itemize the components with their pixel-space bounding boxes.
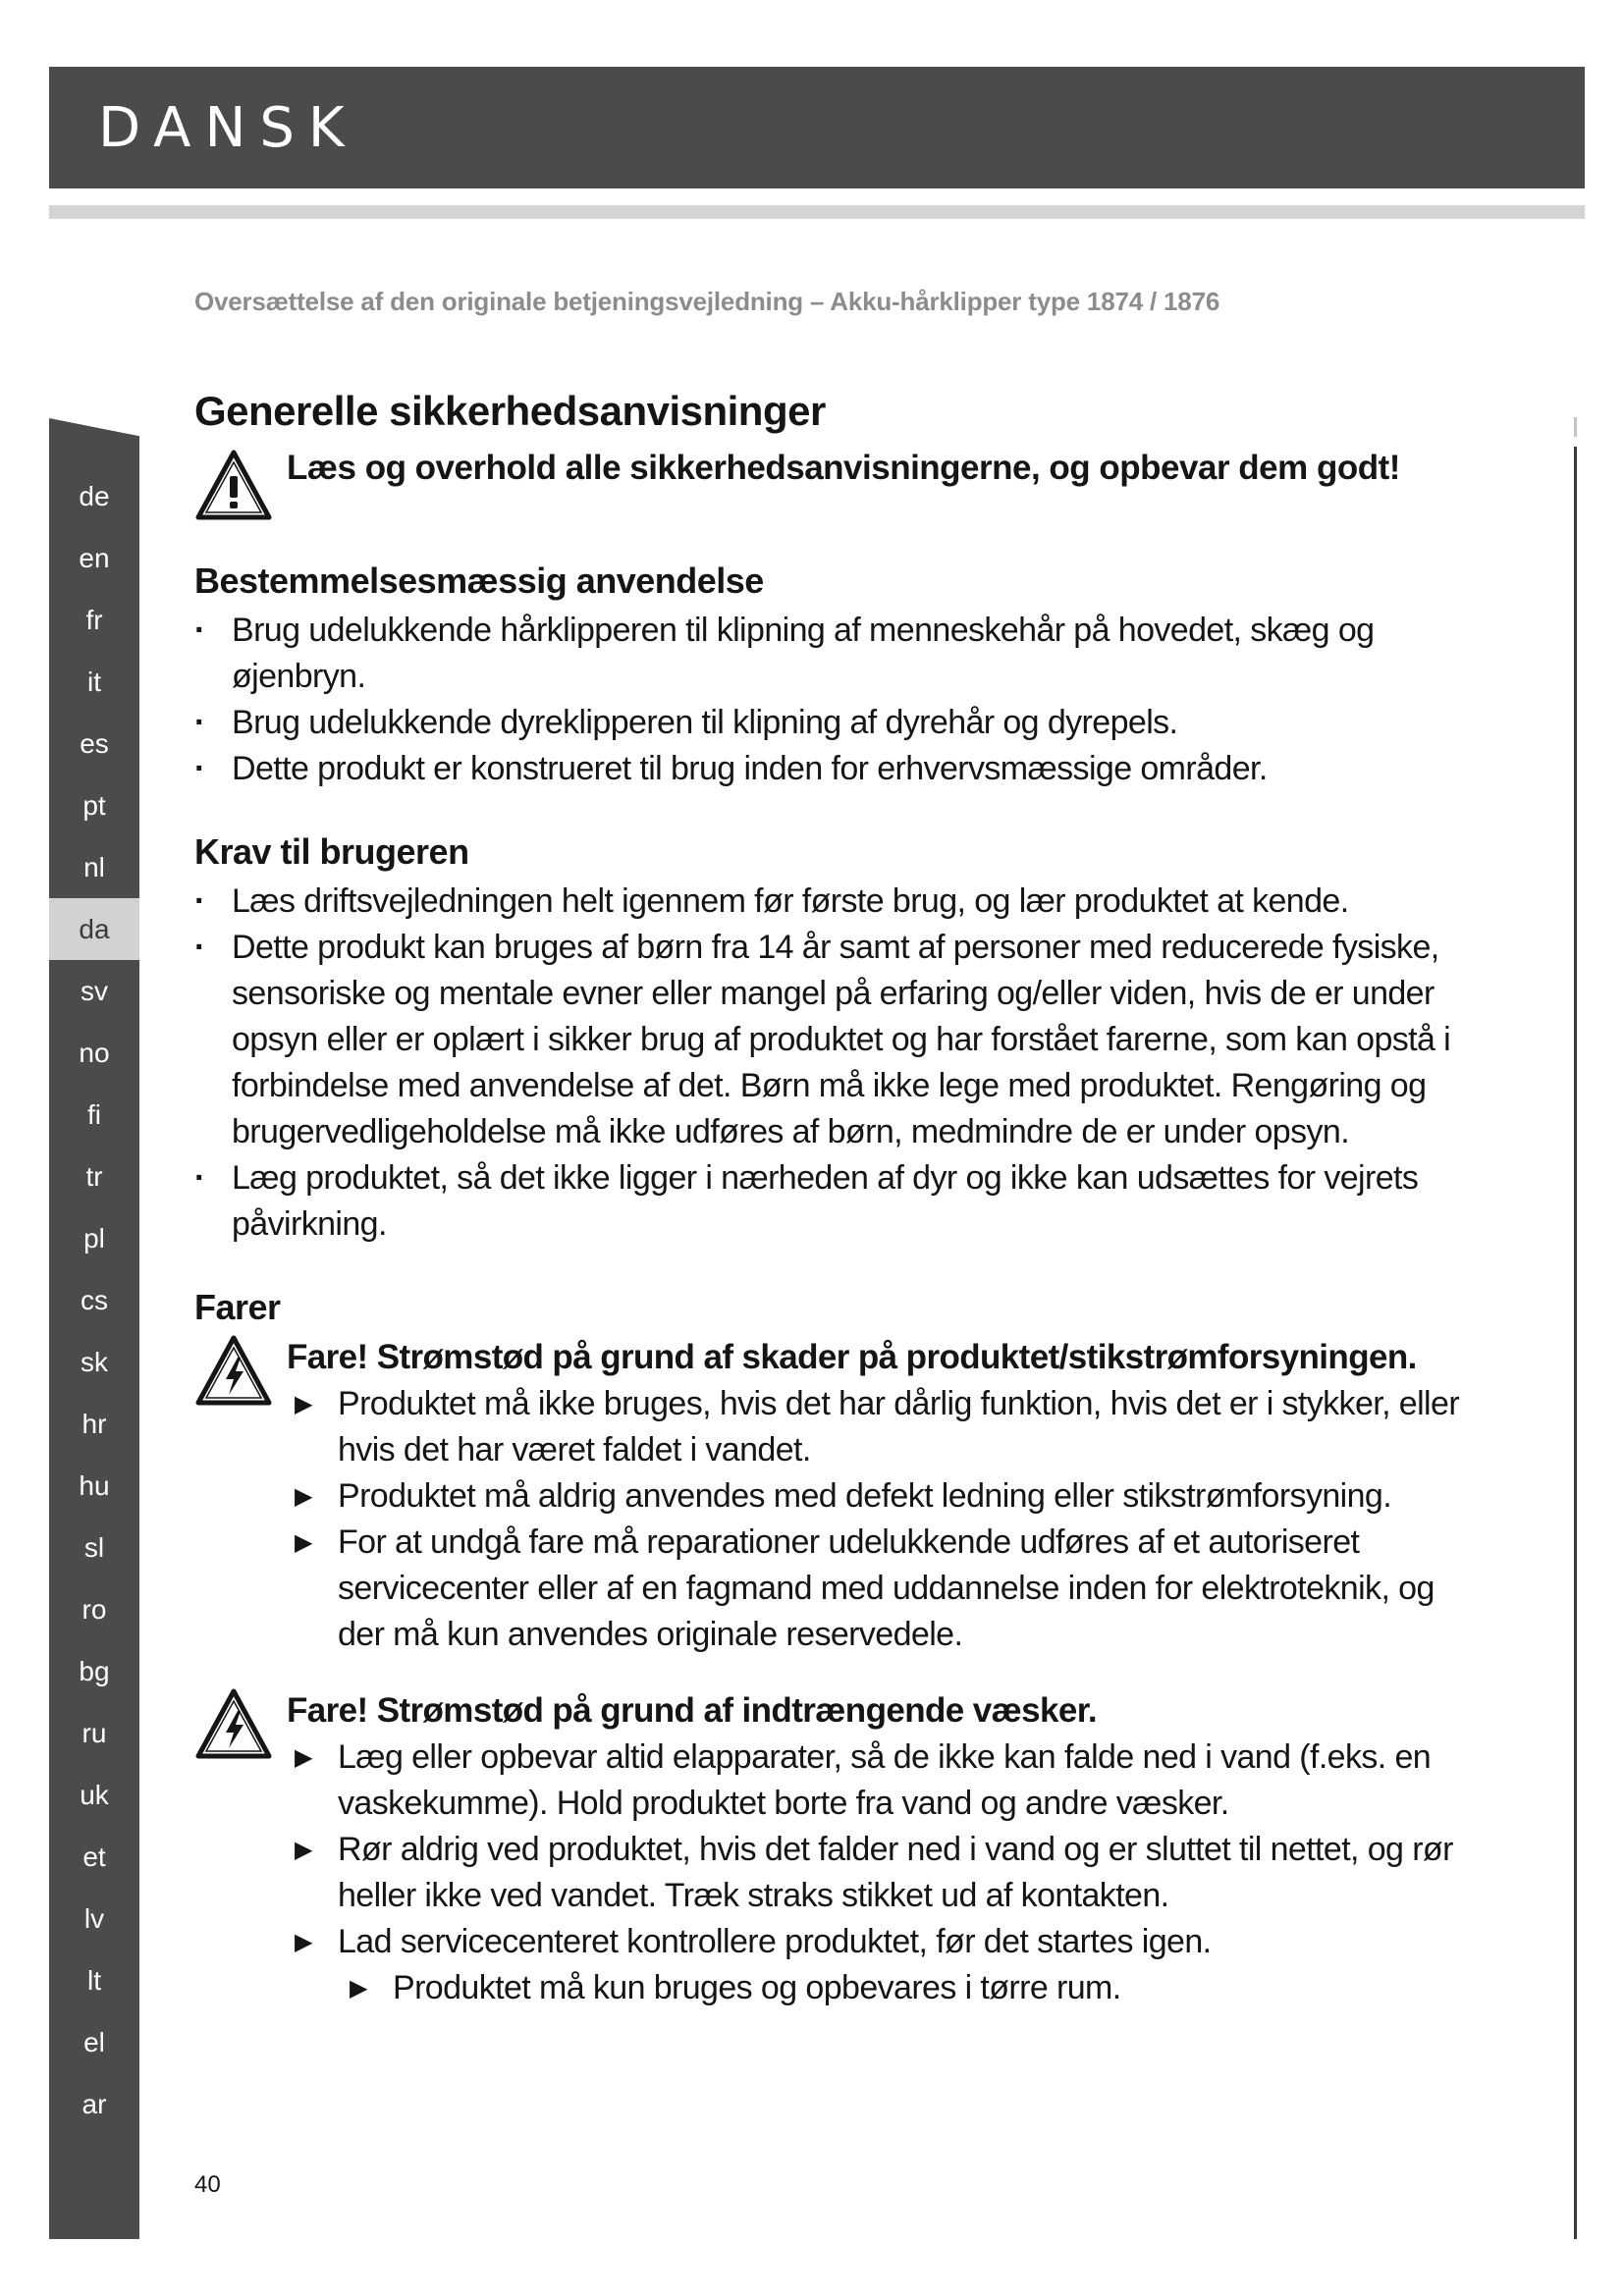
list-item: ▶ Læg eller opbevar altid elapparater, så de ikke kan falde ned i vand (f.eks. en vaskekumme). Hold produktet borte fra vand og andre væsker. (287, 1735, 1471, 1827)
list-item: · Brug udelukkende dyreklipperen til klipning af dyrehår og dyrepels. (194, 700, 1471, 746)
sidebar-language-el[interactable]: el (83, 2027, 105, 2057)
hazard-list (287, 1381, 1471, 1658)
sidebar-language-sv[interactable]: sv (81, 976, 108, 1006)
sidebar-language-bg[interactable]: bg (79, 1656, 110, 1686)
user-requirements-list (194, 879, 1471, 1248)
sidebar-language-es[interactable]: es (80, 728, 109, 759)
sidebar-language-sk[interactable]: sk (81, 1347, 108, 1377)
sidebar-language-uk[interactable]: uk (80, 1780, 109, 1810)
document-subtitle: Oversættelse af den originale betjeningsvejledning – Akku-hårklipper type 1874 / 1876 (194, 287, 1220, 316)
list-item: · Læs driftsvejledningen helt igennem før første brug, og lær produktet at kende. (194, 879, 1471, 925)
language-title: DANSK (98, 96, 358, 160)
sidebar-language-pl[interactable]: pl (83, 1223, 105, 1254)
warning-triangle-icon (194, 449, 273, 521)
list-item: ▶ Produktet må kun bruges og opbevares i tørre rum. (342, 1965, 1471, 2011)
sidebar-language-lv[interactable]: lv (83, 1903, 105, 1934)
header-stripe (49, 205, 1585, 219)
hazard-block-liquids (194, 1687, 1471, 2011)
sidebar-language-nl[interactable]: nl (83, 852, 105, 882)
sidebar-language-ar[interactable]: ar (81, 2089, 107, 2119)
hazard-title: Fare! Strømstød på grund af skader på produktet/stikstrømforsyningen. (287, 1338, 1417, 1376)
sidebar-language-et[interactable]: et (82, 1842, 106, 1872)
list-item: · Brug udelukkende hårklipperen til klipning af menneskehår på hovedet, skæg og øjenbryn. (194, 608, 1471, 700)
electric-shock-warning-icon (194, 1334, 273, 1407)
sidebar-language-fi[interactable]: fi (87, 1099, 101, 1130)
section-heading-intended-use: Bestemmelsesmæssig anvendelse (194, 561, 764, 601)
sidebar-language-sl[interactable]: sl (83, 1532, 105, 1563)
sidebar-language-en[interactable]: en (79, 543, 110, 573)
sidebar-language-tr[interactable]: tr (85, 1161, 103, 1192)
hazard-title: Fare! Strømstød på grund af indtrængende væsker. (287, 1691, 1097, 1730)
header-bar (49, 67, 1585, 188)
list-item: · Læg produktet, så det ikke ligger i nærheden af dyr og ikke kan udsættes for vejrets påvirkning. (194, 1155, 1471, 1248)
sidebar-language-cs[interactable]: cs (81, 1285, 108, 1315)
list-item: ▶ Produktet må aldrig anvendes med defekt ledning eller stikstrømforsyning. (287, 1473, 1471, 1520)
sidebar-language-pt[interactable]: pt (82, 790, 106, 821)
list-item: ▶ Produktet må ikke bruges, hvis det har dårlig funktion, hvis det er i stykker, eller hvis det har været faldet i vandet. (287, 1381, 1471, 1473)
sidebar-language-hr[interactable]: hr (81, 1409, 107, 1439)
section-heading-general: Generelle sikkerhedsanvisninger (194, 388, 826, 434)
sidebar-language-da[interactable]: da (49, 898, 139, 960)
sidebar-language-ro[interactable]: ro (81, 1594, 107, 1625)
list-item: ▶ For at undgå fare må reparationer udelukkende udføres af et autoriseret servicecenter eller af en fagmand med uddannelse inden for elektroteknik, og der må kun anvendes originale reservedele. (287, 1520, 1471, 1658)
language-sidebar (49, 465, 139, 2239)
sidebar-language-no[interactable]: no (79, 1038, 110, 1068)
right-margin-tick (1574, 417, 1577, 437)
section-heading-user-requirements: Krav til brugeren (194, 831, 469, 872)
general-warning (194, 449, 1471, 521)
sidebar-language-lt[interactable]: lt (87, 1965, 101, 1996)
list-item: ▶ Rør aldrig ved produktet, hvis det falder ned i vand og er sluttet til nettet, og rør heller ikke ved vandet. Træk straks stikket ud af kontakten. (287, 1827, 1471, 1919)
sidebar-language-ru[interactable]: ru (81, 1718, 107, 1748)
general-warning-text: Læs og overhold alle sikkerhedsanvisningerne, og opbevar dem godt! (287, 449, 1400, 487)
sidebar-wedge (49, 418, 139, 465)
right-margin-line (1574, 447, 1577, 2239)
main-content (194, 287, 1471, 2011)
sidebar-language-hu[interactable]: hu (79, 1470, 110, 1501)
page-number: 40 (194, 2171, 221, 2198)
sidebar-language-fr[interactable]: fr (85, 605, 103, 635)
sidebar-language-de[interactable]: de (79, 481, 110, 511)
list-item: ▶ Lad servicecenteret kontrollere produktet, før det startes igen. (287, 1919, 1471, 1965)
electric-shock-warning-icon (194, 1687, 273, 1760)
hazard-list (287, 1735, 1471, 2011)
section-heading-dangers: Farer (194, 1287, 281, 1327)
intended-use-list (194, 608, 1471, 792)
sidebar-language-it[interactable]: it (87, 667, 101, 697)
hazard-block-damage (194, 1334, 1471, 1658)
list-item: · Dette produkt er konstrueret til brug inden for erhvervsmæssige områder. (194, 746, 1471, 792)
list-item: · Dette produkt kan bruges af børn fra 14 år samt af personer med reducerede fysiske, sensoriske og mentale evner eller mangel på erfaring og/eller viden, hvis de er under opsyn eller er oplært i sikker brug af produktet og har forstået farerne, som kan opstå i forbindelse med anvendelse af det. Børn må ikke lege med produktet. Rengøring og brugervedligeholdelse må ikke udføres af børn, medmindre de er under opsyn. (194, 925, 1471, 1155)
